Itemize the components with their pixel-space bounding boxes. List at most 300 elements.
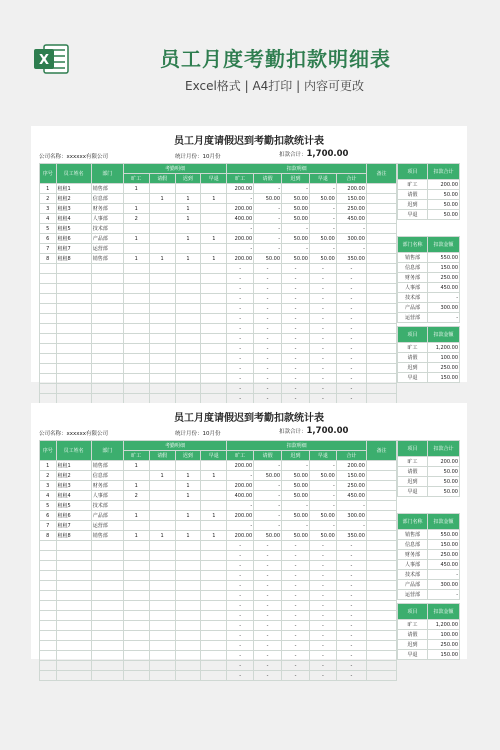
cell-att: 1 <box>123 254 149 264</box>
side-row: 销售部 550.00 <box>398 253 460 263</box>
table-row <box>40 194 397 204</box>
cell-ded: 250.00 <box>336 204 366 214</box>
cell-ded: 50.00 <box>309 511 336 521</box>
cell-note <box>366 521 396 531</box>
cell-att <box>123 224 149 234</box>
cell-ded: - <box>227 244 254 254</box>
side-row: 技术部 - <box>398 293 460 303</box>
cell-ded: - <box>254 521 282 531</box>
table-row-empty: - - - - - <box>40 641 397 651</box>
col-ded-leave: 请假 <box>254 174 282 184</box>
table-row <box>40 254 397 264</box>
cell-ded: - <box>227 561 254 571</box>
page-subtitle: Excel格式 | A4打印 | 内容可更改 <box>185 79 364 93</box>
cell-att <box>201 481 227 491</box>
cell-att: 1 <box>149 194 175 204</box>
cell-ded: 300.00 <box>336 234 366 244</box>
side-row: 早退 50.00 <box>398 210 460 220</box>
cell-ded: - <box>227 671 254 681</box>
cell-ded: 50.00 <box>282 214 310 224</box>
cell-att: 1 <box>175 531 201 541</box>
side-row: 早退 150.00 <box>398 650 460 660</box>
cell-att <box>123 501 149 511</box>
cell-name: 租租7 <box>56 244 91 254</box>
side-row: 请假 50.00 <box>398 467 460 477</box>
cell-ded: - <box>282 244 310 254</box>
cell-name: 租租8 <box>56 531 91 541</box>
cell-no: 7 <box>40 521 57 531</box>
side-row: 产品部 300.00 <box>398 303 460 313</box>
cell-ded: - <box>227 394 254 404</box>
cell-att <box>149 501 175 511</box>
col-name: 员工姓名 <box>56 164 91 184</box>
cell-ded: - <box>227 274 254 284</box>
cell-ded: - <box>227 521 254 531</box>
cell-ded: - <box>254 184 282 194</box>
table-row-empty: - - - - - <box>40 274 397 284</box>
side-row: 迟到 50.00 <box>398 200 460 210</box>
cell-ded: - <box>309 461 336 471</box>
cell-att <box>149 234 175 244</box>
cell-name: 租租4 <box>56 491 91 501</box>
cell-no: 1 <box>40 461 57 471</box>
cell-ded: 450.00 <box>336 214 366 224</box>
cell-ded: 50.00 <box>282 511 310 521</box>
cell-name: 租租6 <box>56 234 91 244</box>
cell-att <box>149 244 175 254</box>
cell-ded: - <box>309 224 336 234</box>
col-name: 员工姓名 <box>56 441 91 461</box>
col-ded-total: 合计 <box>336 451 366 461</box>
side-row: 请假 100.00 <box>398 630 460 640</box>
cell-ded: - <box>227 621 254 631</box>
cell-att <box>201 491 227 501</box>
table-row <box>40 491 397 501</box>
cell-dept: 人事部 <box>91 214 123 224</box>
cell-ded: - <box>282 501 310 511</box>
table-row-empty: - - - - - <box>40 591 397 601</box>
cell-att: 1 <box>149 471 175 481</box>
cell-name: 租租5 <box>56 501 91 511</box>
excel-icon <box>32 40 70 78</box>
side-row: 人事部 450.00 <box>398 283 460 293</box>
cell-ded: - <box>227 384 254 394</box>
cell-ded: 200.00 <box>227 234 254 244</box>
col-no: 序号 <box>40 441 57 461</box>
cell-att: 1 <box>149 254 175 264</box>
cell-att <box>149 214 175 224</box>
cell-att: 1 <box>175 471 201 481</box>
col-ded-total: 合计 <box>336 174 366 184</box>
cell-no: 4 <box>40 214 57 224</box>
side-row: 早退 150.00 <box>398 373 460 383</box>
cell-att: 1 <box>175 481 201 491</box>
cell-name: 租租5 <box>56 224 91 234</box>
attendance-table <box>39 440 397 681</box>
cell-att: 1 <box>201 254 227 264</box>
cell-ded: - <box>254 234 282 244</box>
cell-ded: - <box>309 481 336 491</box>
side-row: 迟到 250.00 <box>398 640 460 650</box>
cell-att <box>201 214 227 224</box>
cell-ded: 300.00 <box>336 511 366 521</box>
cell-no: 5 <box>40 501 57 511</box>
cell-ded: - <box>227 581 254 591</box>
table-row-empty: - - - - - <box>40 324 397 334</box>
side-row: 信息部 150.00 <box>398 540 460 550</box>
cell-no: 8 <box>40 254 57 264</box>
col-leave: 请假 <box>149 451 175 461</box>
cell-ded: - <box>254 204 282 214</box>
cell-dept: 产品部 <box>91 511 123 521</box>
cell-att: 1 <box>175 194 201 204</box>
cell-dept: 信息部 <box>91 194 123 204</box>
cell-ded: 50.00 <box>309 194 336 204</box>
company-info: 公司名称：xxxxxx有限公司 <box>39 431 109 437</box>
cell-note <box>366 224 396 234</box>
cell-ded: 50.00 <box>282 471 310 481</box>
table-row-empty: - - - - - <box>40 364 397 374</box>
col-group-deduction: 扣款明细 <box>227 164 367 174</box>
cell-no: 4 <box>40 491 57 501</box>
cell-ded: 150.00 <box>336 471 366 481</box>
cell-no: 2 <box>40 194 57 204</box>
cell-note <box>366 511 396 521</box>
cell-att: 1 <box>123 234 149 244</box>
sheet-title: 员工月度请假迟到考勤扣款统计表 <box>174 136 324 147</box>
cell-att: 1 <box>175 511 201 521</box>
cell-name: 租租3 <box>56 204 91 214</box>
cell-note <box>366 491 396 501</box>
cell-att <box>201 461 227 471</box>
cell-name: 租租7 <box>56 521 91 531</box>
cell-ded: - <box>227 324 254 334</box>
cell-ded: - <box>254 511 282 521</box>
table-row-empty: - - - - - <box>40 304 397 314</box>
table-row-empty: - - - - - <box>40 334 397 344</box>
cell-ded: 50.00 <box>309 471 336 481</box>
cell-att: 1 <box>175 234 201 244</box>
summary-amount-table: 项目 扣款金额 旷工 1,200.00 请假 100.00 迟到 250.00 早退 150.00 <box>397 326 460 383</box>
col-group-deduction: 扣款明细 <box>227 441 367 451</box>
svg-text:X: X <box>38 53 50 68</box>
total-info: 扣款合计：1,700.00 <box>279 426 349 436</box>
side-row: 旷工 200.00 <box>398 180 460 190</box>
cell-ded: 400.00 <box>227 214 254 224</box>
cell-ded: 50.00 <box>254 531 282 541</box>
cell-ded: - <box>227 304 254 314</box>
table-row <box>40 224 397 234</box>
table-row <box>40 461 397 471</box>
side-row: 请假 50.00 <box>398 190 460 200</box>
cell-ded: 200.00 <box>227 184 254 194</box>
cell-dept: 运营部 <box>91 244 123 254</box>
cell-att: 1 <box>175 254 201 264</box>
cell-att <box>149 521 175 531</box>
cell-ded: 350.00 <box>336 531 366 541</box>
cell-ded: - <box>227 551 254 561</box>
cell-ded: 50.00 <box>282 481 310 491</box>
side-row: 产品部 300.00 <box>398 580 460 590</box>
col-early: 早退 <box>201 451 227 461</box>
col-ded-absent: 旷工 <box>227 174 254 184</box>
cell-att: 1 <box>175 491 201 501</box>
summary-amount-table: 项目 扣款金额 旷工 1,200.00 请假 100.00 迟到 250.00 早退 150.00 <box>397 603 460 660</box>
cell-note <box>366 254 396 264</box>
cell-name: 租租2 <box>56 194 91 204</box>
cell-ded: 150.00 <box>336 194 366 204</box>
side-row: 旷工 200.00 <box>398 457 460 467</box>
table-row-empty: - - - - - <box>40 661 397 671</box>
cell-att <box>123 244 149 254</box>
cell-ded: - <box>336 521 366 531</box>
page-title: 员工月度考勤扣款明细表 <box>160 47 391 71</box>
table-row-empty: - - - - - <box>40 344 397 354</box>
cell-att: 2 <box>123 491 149 501</box>
cell-ded: - <box>227 641 254 651</box>
cell-dept: 财务部 <box>91 481 123 491</box>
cell-ded: 50.00 <box>309 254 336 264</box>
side-row: 财务部 250.00 <box>398 550 460 560</box>
cell-ded: - <box>282 461 310 471</box>
table-row-empty: - - - - - <box>40 611 397 621</box>
cell-ded: - <box>227 284 254 294</box>
cell-ded: 50.00 <box>254 471 282 481</box>
header <box>0 0 500 118</box>
cell-att: 1 <box>123 511 149 521</box>
cell-att: 1 <box>123 461 149 471</box>
cell-att: 1 <box>201 234 227 244</box>
col-group-attendance: 考勤明细 <box>123 164 226 174</box>
cell-ded: - <box>254 214 282 224</box>
cell-ded: - <box>254 481 282 491</box>
table-row-empty: - - - - - <box>40 394 397 404</box>
side-row: 迟到 50.00 <box>398 477 460 487</box>
cell-ded: - <box>227 601 254 611</box>
side-row: 技术部 - <box>398 570 460 580</box>
cell-ded: 50.00 <box>254 194 282 204</box>
cell-note <box>366 234 396 244</box>
cell-ded: - <box>309 244 336 254</box>
cell-ded: - <box>254 224 282 234</box>
cell-ded: - <box>282 521 310 531</box>
table-row <box>40 531 397 541</box>
table-row-empty: - - - - - <box>40 354 397 364</box>
cell-att: 1 <box>123 204 149 214</box>
cell-ded: - <box>227 591 254 601</box>
cell-dept: 技术部 <box>91 501 123 511</box>
cell-ded: 450.00 <box>336 491 366 501</box>
table-row-empty: - - - - - <box>40 581 397 591</box>
cell-ded: 50.00 <box>309 234 336 244</box>
cell-att: 1 <box>201 531 227 541</box>
cell-ded: - <box>227 631 254 641</box>
cell-dept: 销售部 <box>91 531 123 541</box>
cell-ded: - <box>336 224 366 234</box>
cell-ded: 200.00 <box>227 481 254 491</box>
cell-ded: - <box>336 501 366 511</box>
cell-ded: - <box>336 244 366 254</box>
cell-no: 1 <box>40 184 57 194</box>
cell-ded: - <box>254 491 282 501</box>
summary-by-item-table: 项目 扣款合计 旷工 200.00 请假 50.00 迟到 50.00 早退 50.00 <box>397 440 460 497</box>
cell-att <box>175 521 201 531</box>
cell-ded: - <box>227 294 254 304</box>
table-row-empty: - - - - - <box>40 541 397 551</box>
cell-name: 租租1 <box>56 184 91 194</box>
cell-note <box>366 214 396 224</box>
table-row-empty: - - - - - <box>40 384 397 394</box>
cell-ded: - <box>227 661 254 671</box>
cell-ded: 50.00 <box>282 254 310 264</box>
table-row-empty: - - - - - <box>40 561 397 571</box>
cell-att <box>175 224 201 234</box>
cell-att <box>201 501 227 511</box>
cell-dept: 人事部 <box>91 491 123 501</box>
col-ded-absent: 旷工 <box>227 451 254 461</box>
cell-ded: 200.00 <box>227 461 254 471</box>
cell-att <box>149 491 175 501</box>
col-ded-leave: 请假 <box>254 451 282 461</box>
col-no: 序号 <box>40 164 57 184</box>
cell-ded: 200.00 <box>336 184 366 194</box>
table-row-empty: - - - - - <box>40 551 397 561</box>
cell-name: 租租6 <box>56 511 91 521</box>
cell-ded: 50.00 <box>254 254 282 264</box>
cell-att: 1 <box>201 511 227 521</box>
cell-name: 租租1 <box>56 461 91 471</box>
cell-att <box>123 471 149 481</box>
sheet-preview-top <box>31 126 467 402</box>
cell-ded: 50.00 <box>282 491 310 501</box>
cell-dept: 产品部 <box>91 234 123 244</box>
cell-ded: 250.00 <box>336 481 366 491</box>
cell-no: 2 <box>40 471 57 481</box>
cell-ded: - <box>227 501 254 511</box>
cell-ded: - <box>227 571 254 581</box>
cell-att <box>201 224 227 234</box>
cell-dept: 销售部 <box>91 254 123 264</box>
cell-ded: - <box>227 314 254 324</box>
cell-att: 1 <box>123 531 149 541</box>
cell-ded: - <box>227 264 254 274</box>
cell-dept: 财务部 <box>91 204 123 214</box>
cell-name: 租租8 <box>56 254 91 264</box>
side-row: 迟到 250.00 <box>398 363 460 373</box>
cell-ded: - <box>227 364 254 374</box>
cell-att <box>175 461 201 471</box>
cell-dept: 销售部 <box>91 461 123 471</box>
cell-ded: 200.00 <box>227 254 254 264</box>
cell-att <box>123 194 149 204</box>
cell-note <box>366 531 396 541</box>
cell-ded: - <box>227 374 254 384</box>
cell-ded: - <box>309 214 336 224</box>
cell-att <box>149 481 175 491</box>
col-ded-early: 早退 <box>309 174 336 184</box>
company-info: 公司名称：xxxxxx有限公司 <box>39 154 109 160</box>
col-late: 迟到 <box>175 174 201 184</box>
side-row: 早退 50.00 <box>398 487 460 497</box>
sheet-preview-bottom <box>31 403 467 679</box>
cell-name: 租租4 <box>56 214 91 224</box>
side-row: 信息部 150.00 <box>398 263 460 273</box>
cell-ded: 350.00 <box>336 254 366 264</box>
cell-no: 3 <box>40 481 57 491</box>
cell-name: 租租2 <box>56 471 91 481</box>
cell-att <box>175 501 201 511</box>
table-row-empty: - - - - - <box>40 631 397 641</box>
cell-ded: - <box>309 491 336 501</box>
cell-att <box>149 184 175 194</box>
cell-ded: 200.00 <box>227 531 254 541</box>
cell-ded: 50.00 <box>282 531 310 541</box>
cell-dept: 信息部 <box>91 471 123 481</box>
cell-ded: - <box>309 204 336 214</box>
cell-ded: - <box>254 501 282 511</box>
table-row-empty: - - - - - <box>40 601 397 611</box>
cell-ded: - <box>227 611 254 621</box>
col-dept: 部门 <box>91 441 123 461</box>
total-info: 扣款合计：1,700.00 <box>279 149 349 159</box>
cell-dept: 运营部 <box>91 521 123 531</box>
cell-no: 6 <box>40 234 57 244</box>
cell-note <box>366 184 396 194</box>
cell-ded: - <box>309 184 336 194</box>
col-group-attendance: 考勤明细 <box>123 441 226 451</box>
summary-by-dept-table: 部门名称 扣款金额 销售部 550.00 信息部 150.00 财务部 250.00 人事部 450.00 技术部 - 产品部 300.00 运营部 - <box>397 236 460 323</box>
cell-att: 2 <box>123 214 149 224</box>
sheet-title: 员工月度请假迟到考勤扣款统计表 <box>174 413 324 424</box>
summary-by-item-table: 项目 扣款合计 旷工 200.00 请假 50.00 迟到 50.00 早退 50.00 <box>397 163 460 220</box>
cell-att <box>201 521 227 531</box>
cell-ded: - <box>227 224 254 234</box>
cell-ded: - <box>254 461 282 471</box>
side-row: 销售部 550.00 <box>398 530 460 540</box>
col-late: 迟到 <box>175 451 201 461</box>
cell-att <box>175 244 201 254</box>
table-row-empty: - - - - - <box>40 651 397 661</box>
cell-ded: 50.00 <box>309 531 336 541</box>
cell-att <box>149 461 175 471</box>
cell-att <box>149 224 175 234</box>
cell-ded: - <box>227 194 254 204</box>
table-row-empty: - - - - - <box>40 284 397 294</box>
cell-ded: - <box>227 334 254 344</box>
cell-name: 租租3 <box>56 481 91 491</box>
table-row <box>40 481 397 491</box>
cell-att: 1 <box>201 194 227 204</box>
cell-att <box>149 204 175 214</box>
table-row-empty: - - - - - <box>40 621 397 631</box>
cell-note <box>366 244 396 254</box>
cell-att: 1 <box>149 531 175 541</box>
cell-ded: - <box>227 344 254 354</box>
table-row <box>40 234 397 244</box>
cell-att <box>201 204 227 214</box>
cell-note <box>366 501 396 511</box>
col-early: 早退 <box>201 174 227 184</box>
cell-no: 5 <box>40 224 57 234</box>
cell-note <box>366 204 396 214</box>
cell-ded: - <box>309 521 336 531</box>
table-row-empty: - - - - - <box>40 671 397 681</box>
table-row <box>40 214 397 224</box>
month-info: 统计月份：10月份 <box>175 154 221 160</box>
cell-note <box>366 471 396 481</box>
cell-ded: - <box>282 224 310 234</box>
table-row-empty: - - - - - <box>40 571 397 581</box>
